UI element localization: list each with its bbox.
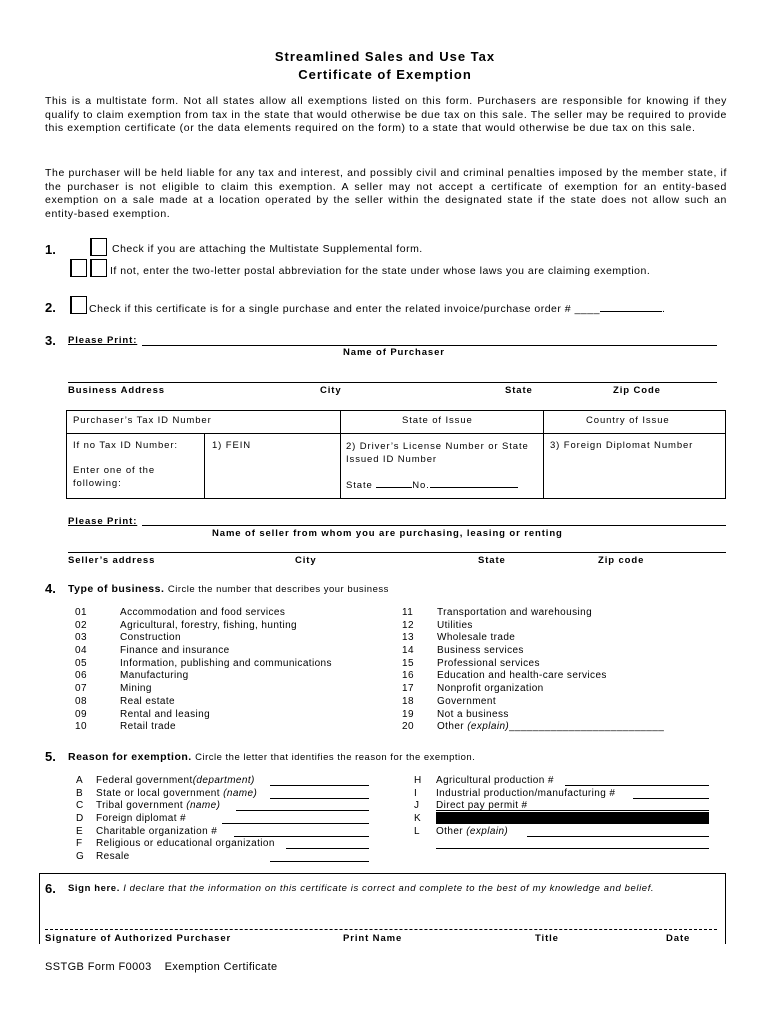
business-address-line[interactable] bbox=[68, 382, 717, 383]
purchaser-name-line[interactable] bbox=[142, 345, 717, 346]
exemption-item-i[interactable]: I Industrial production/manufacturing # bbox=[414, 787, 616, 799]
exemption-item-g[interactable]: G Resale bbox=[76, 851, 130, 863]
seller-state-label: State bbox=[478, 555, 506, 566]
business-type-item[interactable]: 04 Finance and insurance bbox=[75, 645, 230, 657]
exemption-item-c[interactable]: C Tribal government (name) bbox=[76, 800, 221, 812]
seller-name-line[interactable] bbox=[142, 525, 726, 526]
single-purchase-checkbox[interactable] bbox=[71, 296, 87, 314]
section-6-number: 6. bbox=[45, 881, 56, 896]
footer-form-id: SSTGB Form F0003 bbox=[45, 961, 152, 973]
single-purchase-text: Check if this certificate is for a single purchase and enter the related invoice/purchase order # ____ bbox=[89, 303, 600, 315]
tax-id-number-label[interactable]: Purchaser’s Tax ID Number bbox=[73, 415, 212, 426]
date-label: Date bbox=[666, 933, 691, 944]
exemption-item-k[interactable]: K bbox=[414, 813, 422, 825]
exemption-l-field[interactable] bbox=[527, 836, 709, 837]
grid-col-divider-2 bbox=[543, 410, 544, 499]
supplemental-form-checkbox[interactable] bbox=[91, 238, 107, 256]
section-1-number: 1. bbox=[45, 242, 56, 257]
business-type-item[interactable]: 10 Retail trade bbox=[75, 721, 176, 733]
dl-number-field[interactable] bbox=[430, 477, 518, 488]
business-address-label: Business Address bbox=[68, 385, 165, 396]
business-type-heading bbox=[68, 583, 389, 595]
fein-option[interactable]: 1) FEIN bbox=[212, 440, 252, 451]
grid-col-divider-1 bbox=[340, 410, 341, 499]
grid-col-divider-3 bbox=[204, 433, 205, 499]
zip-code-label: Zip Code bbox=[613, 385, 661, 396]
no-tax-id-label: If no Tax ID Number: bbox=[73, 440, 178, 451]
exemption-item-l[interactable]: L Other (explain) bbox=[414, 825, 509, 837]
seller-zip-label: Zip code bbox=[598, 555, 645, 566]
exemption-list-left bbox=[76, 775, 275, 864]
footer bbox=[45, 961, 278, 973]
exemption-item-d[interactable]: D Foreign diplomat # bbox=[76, 813, 187, 825]
business-type-item[interactable]: 09 Rental and leasing bbox=[75, 708, 211, 720]
state-label: State bbox=[505, 385, 533, 396]
business-type-item[interactable]: 16 Education and health-care services bbox=[402, 670, 607, 682]
state-of-issue-label[interactable]: State of Issue bbox=[402, 415, 473, 426]
business-type-item[interactable]: 03 Construction bbox=[75, 632, 181, 644]
exemption-j-field[interactable] bbox=[436, 810, 709, 811]
sign-here-label: Sign here. bbox=[68, 883, 120, 894]
form-title-line2: Certificate of Exemption bbox=[298, 67, 472, 82]
exemption-item-e[interactable]: E Charitable organization # bbox=[76, 825, 218, 837]
drivers-license-option[interactable]: 2) Driver’s License Number or State Issued ID Number bbox=[346, 441, 529, 465]
business-type-item[interactable]: 08 Real estate bbox=[75, 695, 175, 707]
exemption-reason-instruction: Circle the letter that identifies the reason for the exemption. bbox=[195, 752, 476, 763]
business-type-item[interactable]: 06 Manufacturing bbox=[75, 670, 189, 682]
dl-state-field[interactable] bbox=[376, 477, 412, 488]
business-type-list-right bbox=[402, 607, 664, 734]
dl-state-no-row bbox=[346, 477, 518, 491]
business-type-item[interactable]: 02 Agricultural, forestry, fishing, hunting bbox=[75, 619, 298, 631]
invoice-number-field[interactable] bbox=[600, 301, 662, 312]
section-5-number: 5. bbox=[45, 749, 56, 764]
exemption-k-redaction-bar bbox=[436, 812, 709, 824]
declaration-row bbox=[68, 883, 654, 894]
form-title-line1: Streamlined Sales and Use Tax bbox=[274, 49, 496, 64]
city-label: City bbox=[320, 385, 342, 396]
foreign-diplomat-option[interactable]: 3) Foreign Diplomat Number bbox=[550, 440, 694, 451]
business-type-item[interactable]: 13 Wholesale trade bbox=[402, 632, 516, 644]
business-type-list-left bbox=[75, 607, 332, 734]
exemption-l-field-2[interactable] bbox=[436, 848, 709, 849]
exemption-item-b[interactable]: B State or local government (name) bbox=[76, 787, 258, 799]
exemption-a-field[interactable] bbox=[270, 785, 369, 786]
section-2-number: 2. bbox=[45, 300, 56, 315]
exemption-g-line bbox=[270, 861, 369, 862]
exemption-i-field[interactable] bbox=[633, 798, 709, 799]
business-type-item[interactable]: 18 Government bbox=[402, 695, 497, 707]
exemption-c-field[interactable] bbox=[236, 810, 369, 811]
country-of-issue-label[interactable]: Country of Issue bbox=[586, 415, 670, 426]
single-purchase-label bbox=[89, 301, 665, 315]
business-type-title: Type of business. bbox=[68, 583, 165, 595]
enter-one-label: Enter one of the following: bbox=[73, 465, 156, 489]
business-type-item[interactable]: 07 Mining bbox=[75, 683, 152, 695]
business-type-item[interactable]: 14 Business services bbox=[402, 645, 524, 657]
signature-label: Signature of Authorized Purchaser bbox=[45, 933, 232, 944]
state-abbrev-box-2[interactable] bbox=[91, 259, 107, 277]
name-of-purchaser-label: Name of Purchaser bbox=[343, 347, 445, 358]
signature-line[interactable] bbox=[45, 929, 717, 930]
exemption-item-h[interactable]: H Agricultural production # bbox=[414, 775, 554, 786]
exemption-f-field[interactable] bbox=[286, 848, 369, 849]
exemption-e-field[interactable] bbox=[234, 836, 369, 837]
business-type-item[interactable]: 05 Information, publishing and communications bbox=[75, 657, 332, 669]
title-label: Title bbox=[535, 933, 559, 944]
business-type-instruction: Circle the number that describes your business bbox=[167, 584, 389, 595]
declaration-text: I declare that the information on this certificate is correct and complete to the best of my knowledge and belief. bbox=[123, 883, 655, 894]
exemption-reason-heading bbox=[68, 751, 475, 763]
footer-form-name: Exemption Certificate bbox=[164, 961, 278, 973]
dl-no-label: No. bbox=[412, 480, 430, 491]
intro-paragraph-1: This is a multistate form. Not all states allow all exemptions listed on this form. Purchasers are responsible for knowing if they qualify to claim exemption from tax in the state that would otherwise be due tax on this sale. The seller may be required to provide this exemption certificate (or the data elements required on the form) to a state that would otherwise be due tax on this sale. bbox=[45, 95, 727, 134]
seller-please-print: Please Print: bbox=[68, 516, 138, 527]
exemption-reason-title: Reason for exemption. bbox=[68, 751, 192, 763]
state-abbrev-box-1[interactable] bbox=[71, 259, 87, 277]
other-business-blank[interactable]: __________________________ bbox=[509, 721, 665, 733]
seller-address-label: Seller’s address bbox=[68, 555, 156, 566]
intro-paragraph-2: The purchaser will be held liable for any tax and interest, and possibly civil and criminal penalties imposed by the member state, if the purchaser is not eligible to claim this exemption. A seller may not accept a certificate of exemption for an entity-based exemption on a sale made at a location operated by the seller within the designated state if the state does not allow such an entity-based exemption. bbox=[45, 167, 727, 220]
purchaser-please-print: Please Print: bbox=[68, 335, 138, 346]
exemption-h-field[interactable] bbox=[565, 785, 709, 786]
business-type-item[interactable]: 01 Accommodation and food services bbox=[75, 607, 286, 618]
business-type-item[interactable]: 12 Utilities bbox=[402, 619, 473, 631]
dl-state-label: State bbox=[346, 480, 373, 491]
exemption-item-j[interactable]: J Direct pay permit # bbox=[414, 800, 528, 812]
supplemental-form-label: Check if you are attaching the Multistate Supplemental form. bbox=[112, 243, 423, 255]
seller-address-line[interactable] bbox=[68, 552, 726, 553]
state-abbrev-label: If not, enter the two-letter postal abbreviation for the state under whose laws you are claiming exemption. bbox=[110, 265, 651, 277]
grid-row-divider bbox=[66, 433, 726, 434]
exemption-b-field[interactable] bbox=[270, 798, 369, 799]
single-purchase-end: . bbox=[661, 303, 666, 315]
business-type-item[interactable]: 11 Transportation and warehousing bbox=[402, 607, 593, 618]
business-type-item-other[interactable]: 20 Other (explain)__________________________ bbox=[402, 721, 665, 733]
exemption-item-a[interactable]: A Federal government(department) bbox=[76, 775, 255, 786]
seller-city-label: City bbox=[295, 555, 317, 566]
business-type-item[interactable]: 15 Professional services bbox=[402, 657, 540, 669]
exemption-d-field[interactable] bbox=[222, 823, 369, 824]
section-3-number: 3. bbox=[45, 333, 56, 348]
exemption-item-f[interactable]: F Religious or educational organization bbox=[76, 838, 275, 850]
print-name-label: Print Name bbox=[343, 933, 403, 944]
business-type-item[interactable]: 17 Nonprofit organization bbox=[402, 683, 544, 695]
seller-name-label: Name of seller from whom you are purchasing, leasing or renting bbox=[212, 528, 563, 539]
section-4-number: 4. bbox=[45, 581, 56, 596]
business-type-item[interactable]: 19 Not a business bbox=[402, 708, 509, 720]
